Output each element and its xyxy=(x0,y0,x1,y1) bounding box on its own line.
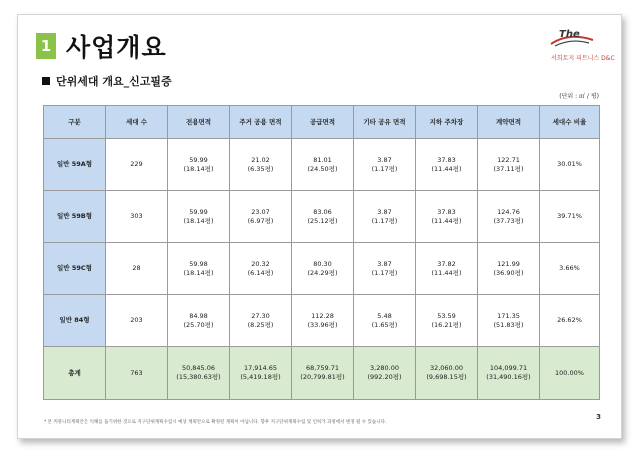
area-pyeong: (11.44평) xyxy=(431,216,462,225)
area-pyeong: (6.35평) xyxy=(247,164,274,173)
area-m2: 80.30 xyxy=(313,259,332,268)
other-common-cell xyxy=(354,139,416,191)
unit-type-cell: 일반 59A형 xyxy=(44,139,106,191)
residential-common-cell xyxy=(230,139,292,191)
area-pyeong: (8.25평) xyxy=(247,320,274,329)
other-common-cell xyxy=(354,295,416,347)
supply-area-cell xyxy=(292,243,354,295)
area-m2: 5.48 xyxy=(377,311,392,320)
area-m2: 50,845.06 xyxy=(181,364,216,372)
area-m2: 104,099.71 xyxy=(489,364,528,372)
area-m2: 59.99 xyxy=(189,207,208,216)
sub-heading xyxy=(42,73,172,89)
supply-area-cell xyxy=(292,347,354,400)
area-pyeong: (1.65평) xyxy=(371,320,398,329)
table-header-row xyxy=(44,106,600,139)
area-pyeong: (25.12평) xyxy=(307,216,338,225)
area-m2: 83.06 xyxy=(313,207,332,216)
column-header: 공급면적 xyxy=(292,106,354,139)
other-common-cell xyxy=(354,191,416,243)
section-number-badge: 1 xyxy=(36,33,56,59)
area-pyeong: (37.73평) xyxy=(493,216,524,225)
contract-area-cell xyxy=(478,191,540,243)
area-m2: 20.32 xyxy=(251,259,270,268)
column-header: 구분 xyxy=(44,106,106,139)
area-pyeong: (25.70평) xyxy=(183,320,214,329)
area-pyeong: (18.14평) xyxy=(183,268,214,277)
area-m2: 122.71 xyxy=(497,155,520,164)
area-m2: 53.59 xyxy=(437,311,456,320)
column-header: 주거 공용 면적 xyxy=(230,106,292,139)
units-cell: 229 xyxy=(106,139,168,191)
unit-label: (단위 : ㎡ / 평) xyxy=(559,93,599,100)
ratio-cell: 100.00% xyxy=(540,347,600,400)
exclusive-area-cell xyxy=(168,243,230,295)
column-header: 세대수 비율 xyxy=(540,106,600,139)
table-row xyxy=(44,295,600,347)
footnote: * 본 커뮤니티계획안은 익해를 돕기위한 것으로 지구단위계획수립시 예상 계획안으로 확정된 계획이 아닙니다. 향후 지구단위계획수립 및 인허가 과정에서 변경 될 수 있습니다. xyxy=(44,420,387,425)
residential-common-cell xyxy=(230,347,292,400)
parking-area-cell xyxy=(416,243,478,295)
area-pyeong: (6.97평) xyxy=(247,216,274,225)
residential-common-cell xyxy=(230,243,292,295)
area-pyeong: (24.29평) xyxy=(307,268,338,277)
area-pyeong: (9,698.15평) xyxy=(426,373,467,381)
area-pyeong: (5,419.18평) xyxy=(240,373,281,381)
table-row xyxy=(44,243,600,295)
section-title: 사업개요 xyxy=(66,33,167,62)
logo-text: 서희토지 피트니스 D&C xyxy=(551,55,615,62)
sub-heading-text: 단위세대 개요_신고필증 xyxy=(56,75,172,88)
parking-area-cell xyxy=(416,295,478,347)
other-common-cell xyxy=(354,347,416,400)
area-m2: 59.98 xyxy=(189,259,208,268)
area-pyeong: (992.20평) xyxy=(367,373,402,381)
area-pyeong: (51.83평) xyxy=(493,320,524,329)
parking-area-cell xyxy=(416,191,478,243)
area-m2: 3.87 xyxy=(377,155,392,164)
area-m2: 23.07 xyxy=(251,207,270,216)
area-pyeong: (31,490.16평) xyxy=(486,373,531,381)
residential-common-cell xyxy=(230,191,292,243)
area-pyeong: (6.14평) xyxy=(247,268,274,277)
unit-type-cell: 일반 59C형 xyxy=(44,243,106,295)
area-m2: 3.87 xyxy=(377,259,392,268)
table-row xyxy=(44,191,600,243)
area-m2: 59.99 xyxy=(189,155,208,164)
other-common-cell xyxy=(354,243,416,295)
area-m2: 81.01 xyxy=(313,155,332,164)
page-frame xyxy=(17,14,622,439)
area-m2: 3,280.00 xyxy=(370,364,399,372)
parking-area-cell xyxy=(416,139,478,191)
area-pyeong: (37.11평) xyxy=(493,164,524,173)
contract-area-cell xyxy=(478,295,540,347)
unit-type-cell: 일반 84형 xyxy=(44,295,106,347)
area-pyeong: (11.44평) xyxy=(431,268,462,277)
exclusive-area-cell xyxy=(168,191,230,243)
area-pyeong: (36.90평) xyxy=(493,268,524,277)
area-pyeong: (24.50평) xyxy=(307,164,338,173)
area-m2: 27.30 xyxy=(251,311,270,320)
area-m2: 121.99 xyxy=(497,259,520,268)
contract-area-cell xyxy=(478,347,540,400)
area-m2: 37.83 xyxy=(437,207,456,216)
contract-area-cell xyxy=(478,139,540,191)
contract-area-cell xyxy=(478,243,540,295)
column-header: 기타 공유 면적 xyxy=(354,106,416,139)
area-m2: 37.82 xyxy=(437,259,456,268)
units-cell: 203 xyxy=(106,295,168,347)
units-cell: 28 xyxy=(106,243,168,295)
column-header: 전용면적 xyxy=(168,106,230,139)
area-pyeong: (15,380.63평) xyxy=(176,373,221,381)
area-pyeong: (33.96평) xyxy=(307,320,338,329)
supply-area-cell xyxy=(292,191,354,243)
area-pyeong: (1.17평) xyxy=(371,268,398,277)
column-header: 지하 주차장 xyxy=(416,106,478,139)
supply-area-cell xyxy=(292,295,354,347)
ratio-cell: 30.01% xyxy=(540,139,600,191)
area-m2: 171.35 xyxy=(497,311,520,320)
square-bullet-icon xyxy=(42,77,50,85)
units-cell: 763 xyxy=(106,347,168,400)
supply-area-cell xyxy=(292,139,354,191)
logo-mark: The xyxy=(559,29,580,40)
residential-common-cell xyxy=(230,295,292,347)
unit-overview-table xyxy=(43,105,600,400)
area-m2: 21.02 xyxy=(251,155,270,164)
area-m2: 32,060.00 xyxy=(429,364,464,372)
area-pyeong: (11.44평) xyxy=(431,164,462,173)
area-pyeong: (1.17평) xyxy=(371,164,398,173)
total-label-cell: 총계 xyxy=(44,347,106,400)
area-m2: 124.76 xyxy=(497,207,520,216)
area-pyeong: (16.21평) xyxy=(431,320,462,329)
exclusive-area-cell xyxy=(168,347,230,400)
area-m2: 37.83 xyxy=(437,155,456,164)
exclusive-area-cell xyxy=(168,295,230,347)
area-m2: 68,759.71 xyxy=(305,364,340,372)
exclusive-area-cell xyxy=(168,139,230,191)
units-cell: 303 xyxy=(106,191,168,243)
ratio-cell: 3.66% xyxy=(540,243,600,295)
parking-area-cell xyxy=(416,347,478,400)
area-pyeong: (18.14평) xyxy=(183,216,214,225)
area-pyeong: (18.14평) xyxy=(183,164,214,173)
ratio-cell: 26.62% xyxy=(540,295,600,347)
column-header: 세대 수 xyxy=(106,106,168,139)
company-logo xyxy=(541,29,615,67)
area-m2: 3.87 xyxy=(377,207,392,216)
area-pyeong: (20,799.81평) xyxy=(300,373,345,381)
table-total-row xyxy=(44,347,600,400)
table-row xyxy=(44,139,600,191)
area-m2: 17,914.65 xyxy=(243,364,278,372)
page-number: 3 xyxy=(596,413,601,421)
column-header: 계약면적 xyxy=(478,106,540,139)
area-m2: 112.28 xyxy=(311,311,334,320)
area-m2: 84.98 xyxy=(189,311,208,320)
area-pyeong: (1.17평) xyxy=(371,216,398,225)
ratio-cell: 39.71% xyxy=(540,191,600,243)
unit-type-cell: 일반 59B형 xyxy=(44,191,106,243)
